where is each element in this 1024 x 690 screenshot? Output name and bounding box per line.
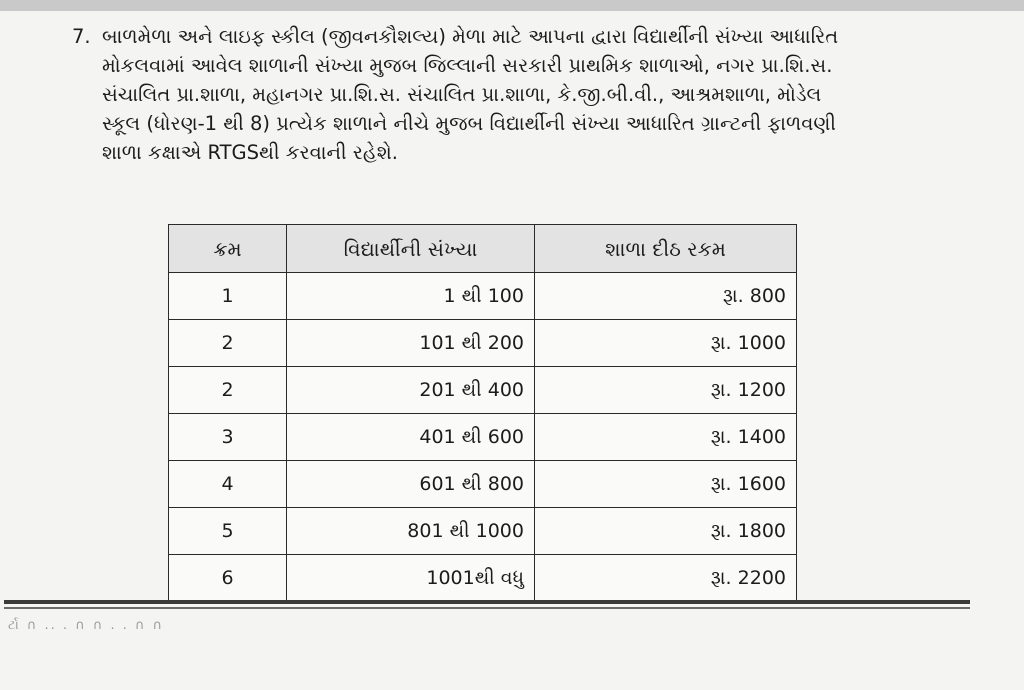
header-amount-per-school: શાળા દીઠ રકમ bbox=[535, 225, 797, 273]
top-scan-edge bbox=[0, 0, 1024, 11]
cut-off-footer-text: ર્ટા ∩ .. . ∩ ∩ . . ∩ ∩ bbox=[8, 618, 165, 633]
table-header-row bbox=[169, 225, 797, 273]
table-row bbox=[169, 414, 797, 461]
header-student-count: વિદ્યાર્થીની સંખ્યા bbox=[287, 225, 535, 273]
serial-cell: 3 bbox=[169, 414, 287, 461]
amount-cell: રૂા. 2200 bbox=[535, 555, 797, 602]
serial-cell: 6 bbox=[169, 555, 287, 602]
divider-thin bbox=[4, 607, 970, 609]
amount-cell: રૂા. 1600 bbox=[535, 461, 797, 508]
paragraph-line-5: શાળા કક્ષાએ RTGSથી કરવાની રહેશે. bbox=[102, 141, 398, 164]
table-row bbox=[169, 555, 797, 602]
student-count-cell: 1001થી વધુ bbox=[287, 555, 535, 602]
student-count-cell: 201 થી 400 bbox=[287, 367, 535, 414]
student-count-cell: 101 થી 200 bbox=[287, 320, 535, 367]
serial-cell: 2 bbox=[169, 320, 287, 367]
paragraph-line-2: મોકલવામાં આવેલ શાળાની સંખ્યા મુજબ જિલ્લાની સરકારી પ્રાથમિક શાળાઓ, નગર પ્રા.શિ.સ. bbox=[102, 54, 833, 77]
header-serial: ક્રમ bbox=[169, 225, 287, 273]
table-row bbox=[169, 273, 797, 320]
grant-table bbox=[168, 224, 797, 602]
student-count-cell: 801 થી 1000 bbox=[287, 508, 535, 555]
amount-cell: રૂા. 1000 bbox=[535, 320, 797, 367]
student-count-cell: 1 થી 100 bbox=[287, 273, 535, 320]
student-count-cell: 401 થી 600 bbox=[287, 414, 535, 461]
serial-cell: 1 bbox=[169, 273, 287, 320]
serial-cell: 5 bbox=[169, 508, 287, 555]
table-row bbox=[169, 320, 797, 367]
amount-cell: રૂા. 1800 bbox=[535, 508, 797, 555]
table-row bbox=[169, 367, 797, 414]
serial-cell: 2 bbox=[169, 367, 287, 414]
divider-thick bbox=[4, 600, 970, 604]
table-row bbox=[169, 508, 797, 555]
paragraph-line-1: બાળમેળા અને લાઇફ સ્કીલ (જીવનકૌશલ્ય) મેળા માટે આપના દ્વારા વિદ્યાર્થીની સંખ્યા આધારિત bbox=[102, 25, 839, 48]
paragraph-number: 7. bbox=[72, 25, 91, 48]
paragraph-line-4: સ્કૂલ (ધોરણ-1 થી 8) પ્રત્યેક શાળાને નીચે મુજબ વિદ્યાર્થીની સંખ્યા આધારિત ગ્રાન્ટની ફાળવણી bbox=[102, 112, 837, 135]
student-count-cell: 601 થી 800 bbox=[287, 461, 535, 508]
amount-cell: રૂા. 800 bbox=[535, 273, 797, 320]
paragraph-line-3: સંચાલિત પ્રા.શાળા, મહાનગર પ્રા.શિ.સ. સંચાલિત પ્રા.શાળા, કે.જી.બી.વી., આશ્રમશાળા, મોડેલ bbox=[102, 83, 822, 106]
amount-cell: રૂા. 1400 bbox=[535, 414, 797, 461]
serial-cell: 4 bbox=[169, 461, 287, 508]
amount-cell: રૂા. 1200 bbox=[535, 367, 797, 414]
table-row bbox=[169, 461, 797, 508]
